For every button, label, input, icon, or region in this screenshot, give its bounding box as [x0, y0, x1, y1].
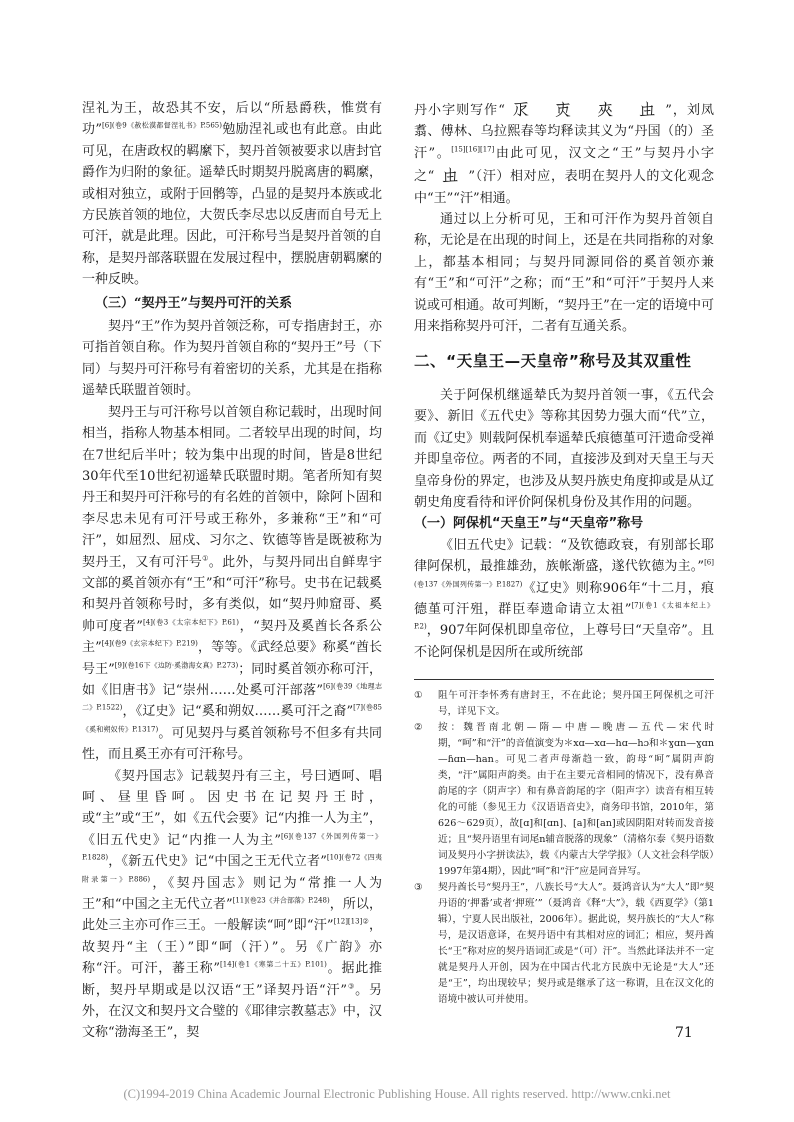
footnote-divider — [414, 679, 714, 680]
subheading: （三）“契丹王”与契丹可汗的关系 — [95, 295, 292, 311]
text-span: 。据此推断，契丹早期或是以汉语“王”译契丹语“汗” — [82, 961, 382, 998]
paragraph — [414, 535, 714, 663]
text-span: 《辽史》则称906年“十二月，痕德堇可汗殂，群臣奉遗命请立太祖” — [414, 580, 714, 617]
citation: [6](卷39《地理志二》P.1522) — [82, 682, 383, 713]
paragraph — [82, 98, 382, 291]
footnote-marker: ③ — [347, 982, 356, 991]
text-span: ，《辽史》记“奚和朔奴……奚可汗之裔” — [122, 704, 354, 720]
text-span: ，等等。《武经总要》称奚“酋长号王” — [82, 640, 382, 677]
text-span: 。可见契丹与奚首领称号不但多有共同性，而且奚王亦有可汗称号。 — [82, 725, 382, 763]
footnote-text: 按：魏晋南北朝—隋—中唐—晚唐—五代—宋代时期，“呵”和“汗”的音值演变为＊xɑ—xɑ—hɑ—hɔ和＊ɣɑn—ɣɑn—ɦɑn—han。可见二者声母渐趋一致，韵母“呵”属阴声韵类，“汗”属阳声韵类。由于在主要元音相同的情况下，没有鼻音韵尾的字（阴声字）和有鼻音韵尾的字（阳声字）读音有相互转化的可能（参见王力《汉语语音史》，商务印书馆，2010年，第626～629页），故[ɑ]和[ɑn]、[a]和[an]或因阴阳对转而发音接近；且“契丹语里有词尾n辅音脱落的现象”（清格尔泰《契丹语数词及契丹小字拼读法》，载《内蒙古大学学报》（人文社会科学版）1997年第4期），因此“呵”和“汗”应是同音异写。 — [438, 722, 714, 878]
text-span: ”，刘凤翥、傅林、乌拉熙春等均释读其义为“丹国（的）圣汗”。 — [414, 103, 714, 161]
footnote-mark: ③ — [414, 882, 423, 894]
text-span: 丹小字则写作“ — [414, 103, 505, 118]
section-heading: 二、“天皇王—天皇帝”称号及其双重性 — [414, 352, 692, 371]
citation: [6](卷137《外国列传第一》P.1827) — [414, 558, 714, 589]
paragraph — [82, 766, 382, 1044]
text-span: ”（汗）相对应，表明在契丹人的文化观念中“王”“汗”相通。 — [414, 169, 714, 206]
text-span: 涅礼为王，故恐其不安，后以“所悬爵秩，惟赏有功” — [82, 101, 382, 138]
text-span: 《契丹国志》记载契丹有三主，号曰迺呵、唱呵、昼里昏呵。因史书在记契丹王时，或“主”或“王”，如《五代会要》记“内推一人为主”，《旧五代史》记“内推一人为主” — [82, 768, 382, 848]
footnote — [414, 720, 714, 880]
copyright-footer: (C)1994-2019 China Academic Journal Electronic Publishing House. All rights reserved. http://www.cnki.net — [123, 1087, 671, 1101]
left-column — [82, 98, 382, 1044]
khitan-script-glyphs: 𘬊 𘭁 𘮂 𘯍 — [504, 99, 666, 118]
text-span: 。此外，与契丹同出自鲜卑宇文部的奚首领亦有“王”和“可汗”称号。史书在记载奚和契丹首领称号时，多有类似，如“契丹帅窟哥、奚帅可度者” — [82, 554, 382, 634]
khitan-script-glyph: 𘯍 — [434, 165, 469, 185]
citation: [12][13] — [333, 918, 363, 927]
text-span: ，故契丹“主（王）”即“呵（汗）”。另《广韵》亦称“汗。可汗，蕃王称” — [82, 918, 382, 977]
footnote-marker: ① — [202, 554, 209, 563]
text-span: 由此可见，汉文之“王”与契丹小字之“ — [414, 145, 714, 185]
footnote — [414, 688, 714, 720]
paragraph: 关于阿保机继遥辇氏为契丹首领一事，《五代会要》、新旧《五代史》等称其因势力强大而“代”立，而《辽史》则载阿保机奉遥辇氏痕德堇可汗遗命受禅并即皇帝位。两者的不同，直接涉及到对天皇王与天皇帝身份的界定，也涉及从契丹族史角度抑或是从辽朝史角度看待和评价阿保机身份及其作用的问题。 — [414, 387, 714, 510]
footnote-mark: ① — [414, 690, 423, 702]
citation: [9](卷16下《边防·奚渤海女真》P.273) — [114, 661, 239, 670]
text-span: ，“契丹及奚酋长各系公主” — [82, 618, 382, 656]
text-span: 。另外，在汉文和契丹文合璧的《耶律宗教墓志》中，汉文称“渤海圣王”，契 — [82, 982, 382, 1041]
text-span: 契丹王与可汗称号以首领自称记载时，出现时间相当，指称人物基本相同。二者较早出现的时间，均在7世纪后半叶；较为集中出现的时间，皆是8世纪30年代至10世纪初遥辇氏联盟时期。笔者所知有契丹王和契丹可汗称号的有名姓的首领中，除阿卜固和李尽忠未见有可汗号或王称外，多兼称“王”和“可汗”，如屈烈、屈戍、习尔之、钦德等皆是既被称为契丹王，又有可汗号 — [82, 404, 382, 570]
citation: [15][16][17] — [451, 145, 495, 154]
text-span: 勉励涅礼或也有此意。由此可见，在唐政权的羁縻下，契丹首领被要求以唐封官爵作为归附的象征。遥辇氏时期契丹脱离唐的羁縻，或相对独立，或附于回鹘等，凸显的是契丹本族或北方民族首领的地位，大贺氏李尽忠以反唐而自号无上可汗，就是此理。因此，可汗称号当是契丹首领的自称，是契丹部落联盟在发展过程中，摆脱唐朝羁縻的一种反映。 — [82, 122, 382, 288]
citation: [11](卷23《并合部落》P.248) — [232, 896, 330, 905]
footnote-text: 契丹酋长号“契丹王”，八族长号“大人”。聂鸿音认为“大人”即“契丹语的‘押番’或者‘押班’”（聂鸿音《释“大”》，载《西夏学》（第1辑），宁夏人民出版社，2006年）。据此说，契丹族长的“大人”称号，是汉语意译，在契丹语中有其相对应的词汇；相应，契丹酋长“王”称对应的契丹语词汇或是“（可）汗”。当然此译法并不一定就是契丹人开创，因为在中国古代北方民族中无论是“大人”还是“王”，均出现较早；契丹或是继承了这一称谓，且在汉文化的语境中被认可并使用。 — [438, 882, 714, 1006]
paragraph: 通过以上分析可见，王和可汗作为契丹首领自称，无论是在出现的时间上，还是在共同指称的对象上，都基本相同；与契丹同源同俗的奚首领亦兼有“王”和“可汗”之称；而“王”和“可汗”于契丹人来说或可相通。故可判断，“契丹王”在一定的语境中可用来指称契丹可汗，二者有互通关系。 — [414, 212, 714, 335]
citation: [6](卷137《外国列传第一》P.1828) — [82, 832, 382, 862]
paragraph: 契丹“王”作为契丹首领泛称，可专指唐封王，亦可指首领自称。作为契丹首领自称的“契丹王”号（下同）与契丹可汗称号有着密切的关系，尤其是在指称遥辇氏联盟首领时。 — [82, 319, 382, 399]
text-span: ；同时奚首领亦称可汗，如《旧唐书》记“崇州……处奚可汗部落” — [82, 661, 382, 698]
text-span: 《旧五代史》记载：“及钦德政衰，有别部长耶律阿保机，最推雄劲，族帐渐盛，遂代钦德为主。” — [414, 537, 714, 575]
text-span: ，907年阿保机即皇帝位，上尊号曰“天皇帝”。且不论阿保机是因所在或所统部 — [414, 623, 714, 660]
paragraph — [414, 98, 714, 209]
citation: [4](卷9《玄宗本纪下》P.219) — [101, 639, 198, 648]
text-span: ，《契丹国志》则记为“常推一人为王”和“中国之主无代立者” — [82, 875, 382, 913]
citation: [6](卷9《赦松漠都督涅礼书》P.565) — [101, 122, 222, 131]
footnote-mark: ② — [414, 722, 423, 734]
paragraph — [82, 402, 382, 766]
footnote-marker: ② — [362, 918, 369, 927]
footnote — [414, 880, 714, 1008]
right-column — [414, 98, 714, 1008]
subsection-heading: （一）阿保机“天皇王”与“天皇帝”称号 — [414, 516, 644, 532]
citation: [7](卷85《奚和朔奴传》P.1317) — [82, 704, 383, 734]
text-span: ，《新五代史》记“中国之王无代立者” — [108, 854, 327, 870]
page-number: 71 — [675, 1025, 693, 1041]
footnote-text: 阻午可汗李怀秀有唐封王，不在此论；契丹国王阿保机之可汗号，详见下文。 — [438, 690, 714, 718]
citation: [14](卷1《寒第二十五》P.101) — [220, 960, 327, 969]
citation: [4](卷3《太宗本纪下》P.61) — [142, 618, 239, 627]
text-span: ，所以，此处三主亦可作三王。一般解读“呵”即“汗” — [82, 897, 382, 934]
citation: [10](卷72《四夷附录第一》P.886) — [82, 853, 382, 884]
citation: [7](卷1《太祖本纪上》P.2) — [414, 601, 714, 632]
